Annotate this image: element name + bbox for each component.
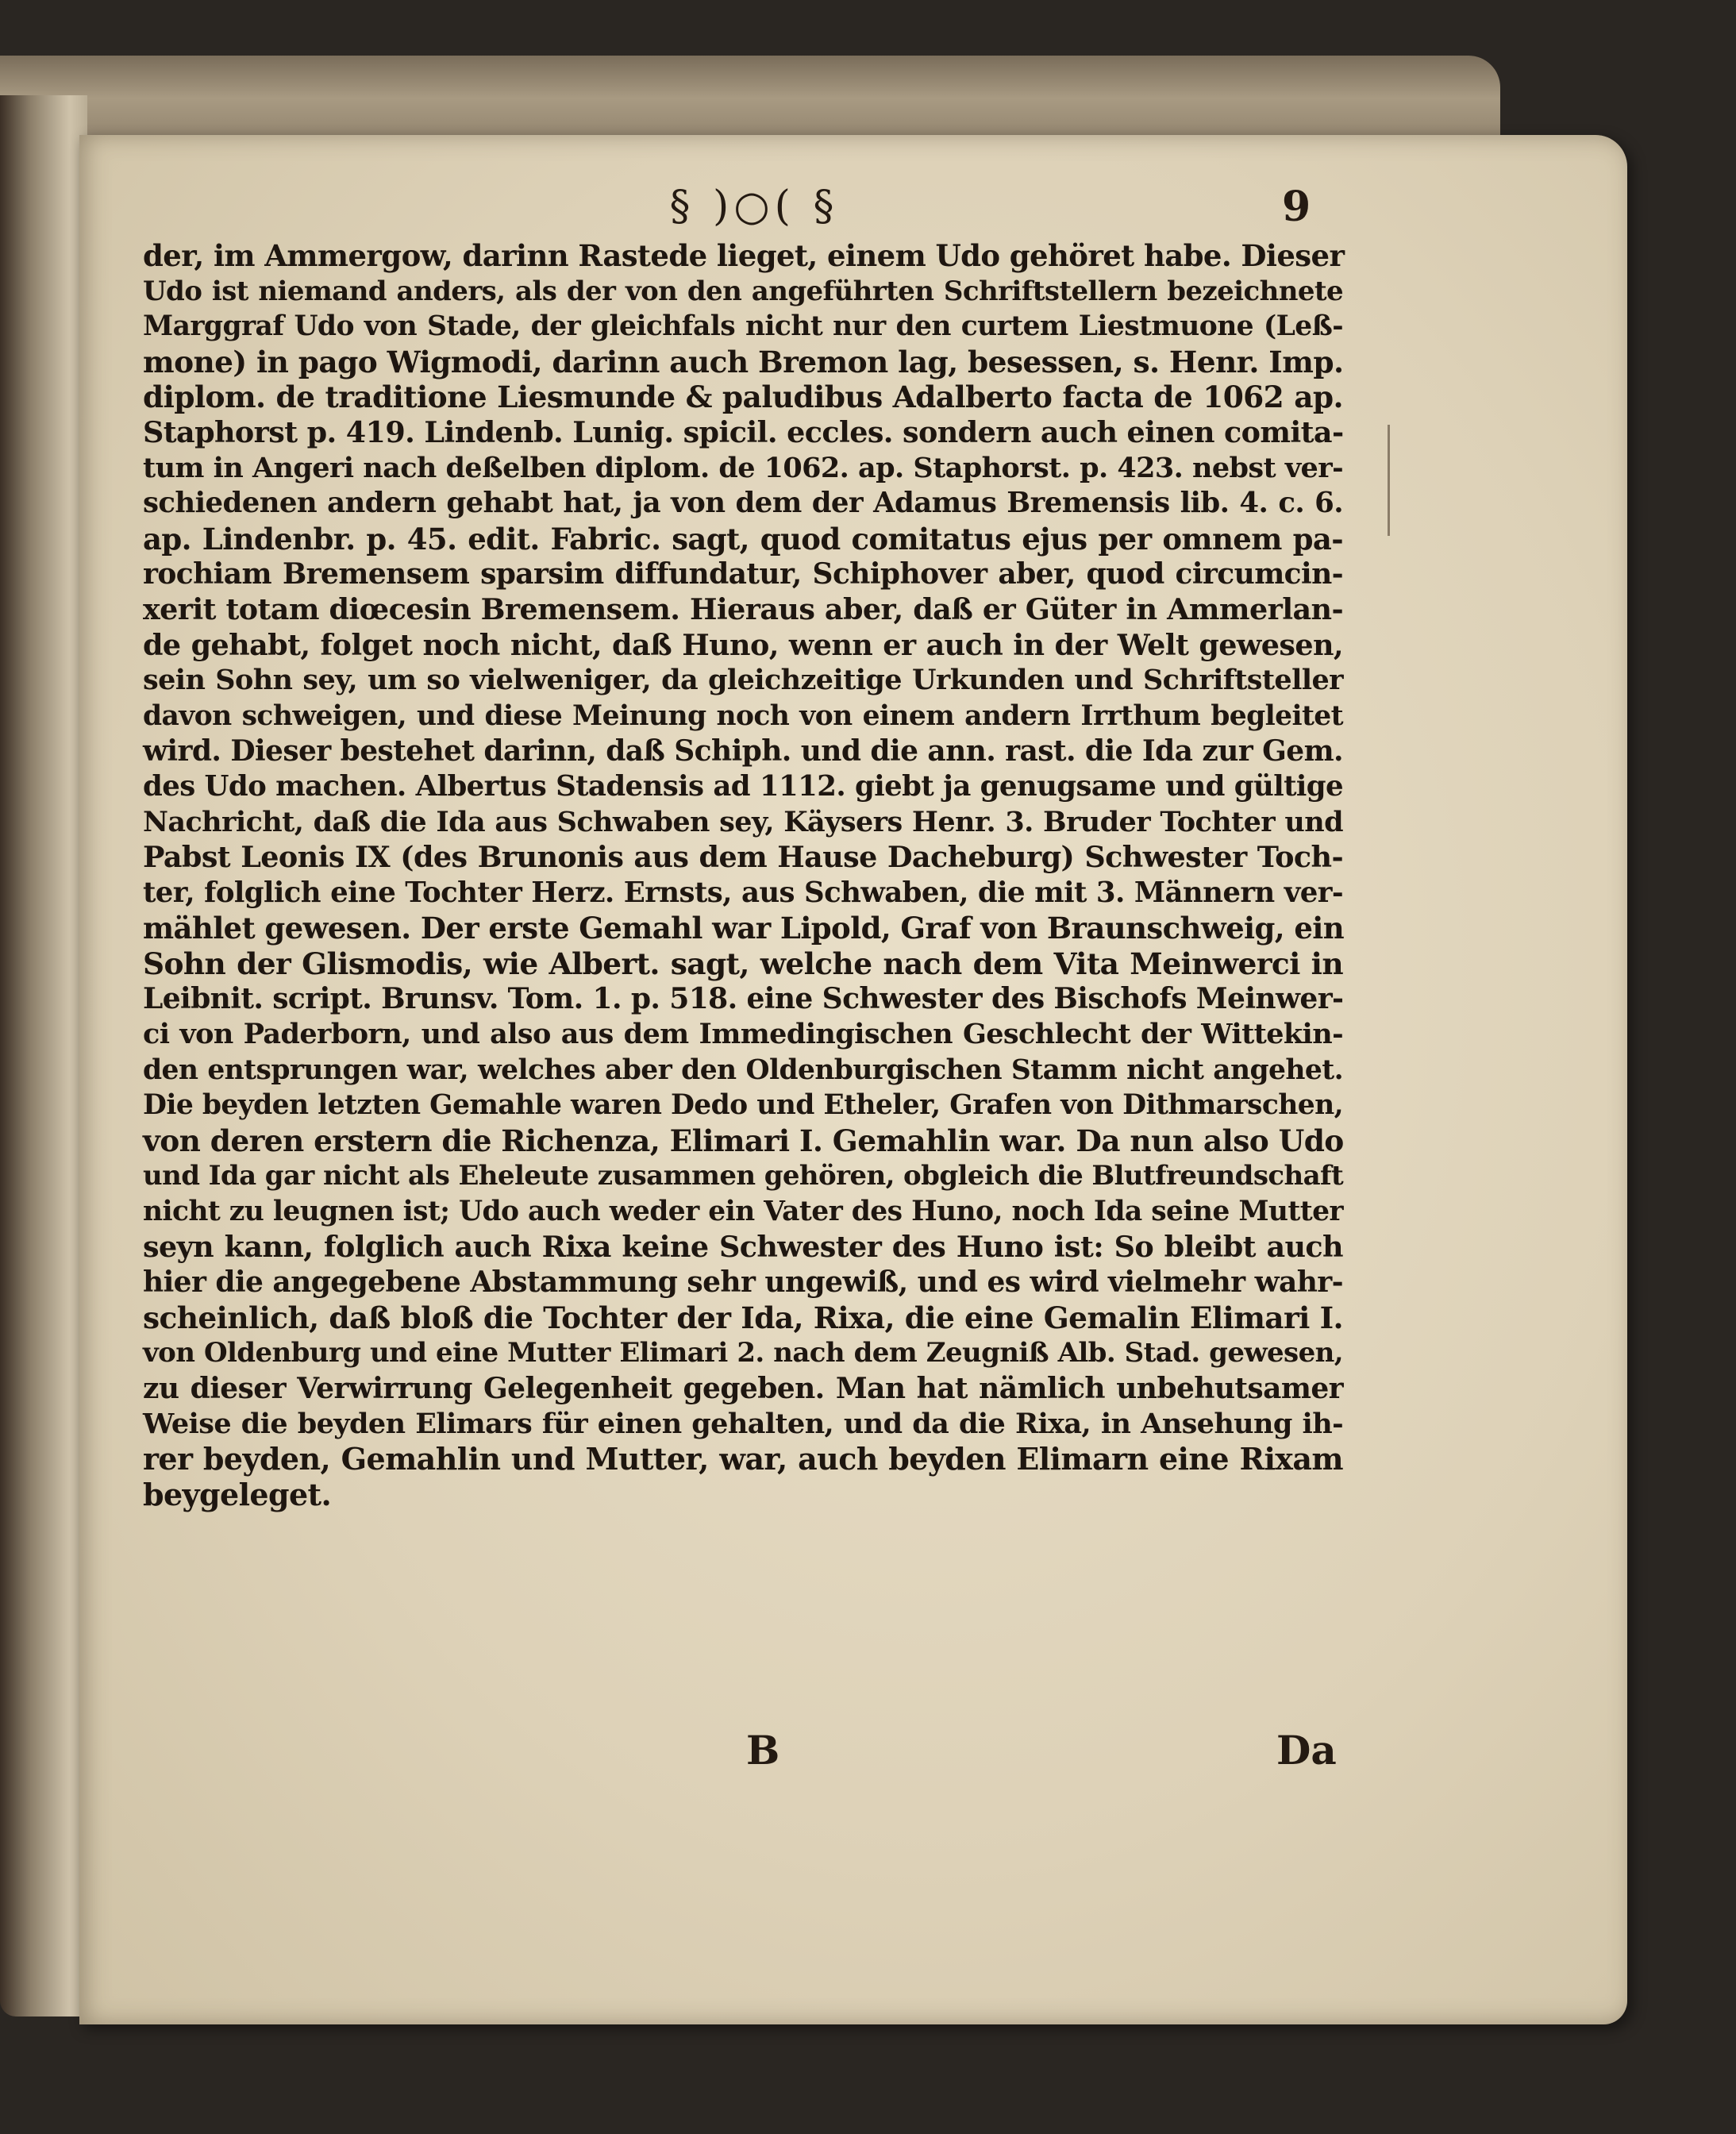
margin-mark	[1388, 425, 1390, 536]
page-number: 9	[1282, 183, 1311, 231]
text-line: von deren erstern die Richenza, Elimari I. Gemahlin war. Da nun also Udo	[143, 1123, 1344, 1158]
text-line: Pabst Leonis IX (des Brunonis aus dem Hause Dacheburg) Schwester Toch-	[143, 840, 1343, 875]
text-line: und Ida gar nicht als Eheleute zusammen gehören, obgleich die Blutfreundschaft	[143, 1160, 1344, 1192]
text-line: Nachricht, daß die Ida aus Schwaben sey, Käysers Henr. 3. Bruder Tochter und	[143, 805, 1343, 838]
text-line: scheinlich, daß bloß die Tochter der Ida, Rixa, die eine Gemalin Elimari I.	[143, 1300, 1343, 1335]
text-line: Staphorst p. 419. Lindenb. Lunig. spicil. eccles. sondern auch einen comita-	[143, 414, 1344, 449]
text-line: rer beyden, Gemahlin und Mutter, war, auch beyden Elimarn eine Rixam	[143, 1441, 1343, 1477]
text-line: ci von Paderborn, und also aus dem Immedingischen Geschlecht der Wittekin-	[143, 1018, 1343, 1051]
text-line: ap. Lindenbr. p. 45. edit. Fabric. sagt, quod comitatus ejus per omnem pa-	[143, 521, 1343, 557]
text-line: seyn kann, folglich auch Rixa keine Schwester des Huno ist: So bleibt auch	[143, 1229, 1343, 1264]
page-footer	[0, 1727, 1736, 1782]
text-line: tum in Angeri nach deßelben diplom. de 1062. ap. Staphorst. p. 423. nebst ver-	[143, 451, 1343, 484]
text-line: Weise die beyden Elimars für einen gehalten, und da die Rixa, in Ansehung ih-	[143, 1407, 1343, 1440]
text-line: Udo ist niemand anders, als der von den angeführten Schriftstellern bezeichnete	[143, 275, 1343, 307]
text-line: Die beyden letzten Gemahle waren Dedo und Etheler, Grafen von Dithmarschen,	[143, 1089, 1343, 1122]
text-line: den entsprungen war, welches aber den Oldenburgischen Stamm nicht angehet.	[143, 1054, 1343, 1086]
text-line: sein Sohn sey, um so vielweniger, da gleichzeitige Urkunden und Schriftsteller	[143, 664, 1343, 697]
running-header	[0, 183, 1736, 238]
text-line: xerit totam diœcesin Bremensem. Hieraus aber, daß er Güter in Ammerlan-	[143, 591, 1343, 626]
text-line: de gehabt, folget noch nicht, daß Huno, wenn er auch in der Welt gewesen,	[143, 627, 1343, 662]
text-line: ter, folglich eine Tochter Herz. Ernsts, aus Schwaben, die mit 3. Männern ver-	[143, 876, 1343, 909]
text-line: von Oldenburg und eine Mutter Elimari 2. nach dem Zeugniß Alb. Stad. gewesen,	[143, 1337, 1343, 1369]
text-line: zu dieser Verwirrung Gelegenheit gegeben. Man hat nämlich unbehutsamer	[143, 1372, 1343, 1405]
text-line: Marggraf Udo von Stade, der gleichfals nicht nur den curtem Liestmuone (Leß-	[143, 310, 1343, 343]
text-line: hier die angegebene Abstammung sehr ungewiß, und es wird vielmehr wahr-	[143, 1265, 1343, 1300]
text-line: schiedenen andern gehabt hat, ja von dem der Adamus Bremensis lib. 4. c. 6.	[143, 487, 1343, 520]
text-line: der, im Ammergow, darinn Rastede lieget, einem Udo gehöret habe. Dieser	[143, 238, 1345, 273]
text-line: davon schweigen, und diese Meinung noch von einem andern Irrthum begleitet	[143, 699, 1343, 732]
catchword: Da	[1276, 1727, 1337, 1774]
text-line: diplom. de traditione Liesmunde & paludibus Adalberto facta de 1062 ap.	[143, 379, 1343, 415]
text-line: mählet gewesen. Der erste Gemahl war Lipold, Graf von Braunschweig, ein	[143, 911, 1345, 946]
body-text	[143, 238, 1343, 1512]
text-line: rochiam Bremensem sparsim diffundatur, Schiphover aber, quod circumcin-	[143, 557, 1343, 591]
text-line: des Udo machen. Albertus Stadensis ad 1112. giebt ja genugsame und gültige	[143, 769, 1343, 803]
signature-mark: B	[746, 1727, 780, 1774]
header-ornament: § )○( §	[669, 183, 839, 230]
text-line: mone) in pago Wigmodi, darinn auch Bremon lag, besessen, s. Henr. Imp.	[143, 344, 1344, 379]
text-line: beygeleget.	[143, 1476, 332, 1512]
text-line: wird. Dieser bestehet darinn, daß Schiph. und die ann. rast. die Ida zur Gem.	[143, 734, 1343, 768]
text-line: nicht zu leugnen ist; Udo auch weder ein Vater des Huno, noch Ida seine Mutter	[143, 1196, 1343, 1228]
text-line: Leibnit. script. Brunsv. Tom. 1. p. 518. eine Schwester des Bischofs Meinwer-	[143, 982, 1344, 1016]
text-line: Sohn der Glismodis, wie Albert. sagt, welche nach dem Vita Meinwerci in	[143, 946, 1343, 981]
